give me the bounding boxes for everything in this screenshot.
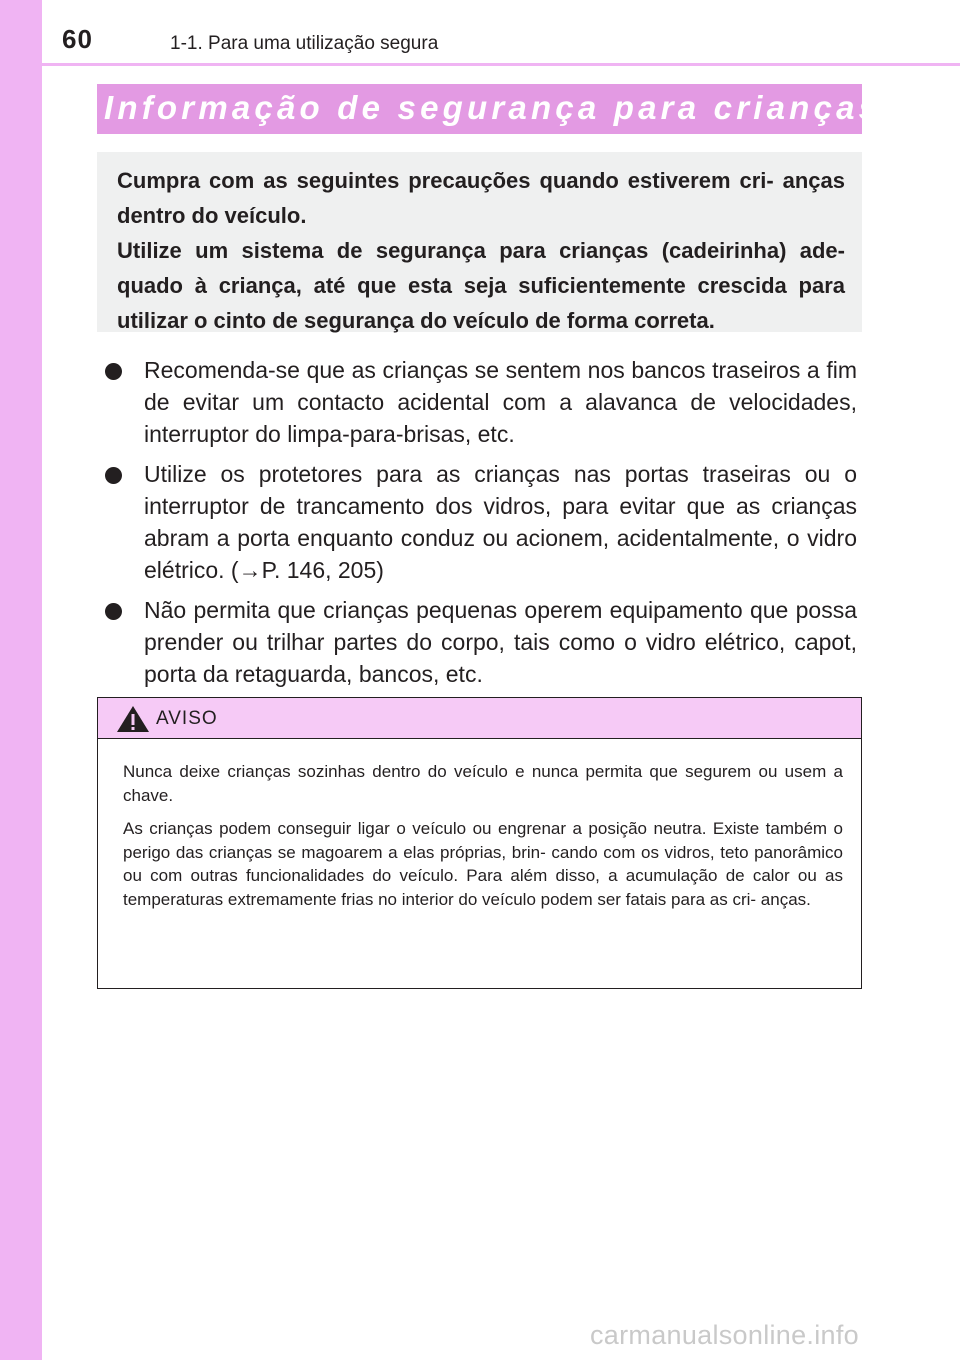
warning-header [98,698,861,739]
bullet-icon [105,363,122,380]
intro-text [117,163,845,338]
bullet-text: Utilize os protetores para as crianças nas portas traseiras ou o interruptor de trancamento dos vidros, para evitar que as crianças abram a porta enquanto conduz ou acionem, acidentalmente, o vidro elétrico. (→P. 146, 205) [144,461,857,583]
bullet-icon [105,603,122,620]
list-item [102,458,857,586]
intro-paragraph-2: Utilize um sistema de segurança para crianças (cadeirinha) ade- quado à criança, até que esta seja suficientemente crescida para utilizar o cinto de segurança do veículo de forma correta. [117,238,845,333]
intro-paragraph-1: Cumpra com as seguintes precauções quando estiverem cri- anças dentro do veículo. [117,168,845,228]
page-number: 60 [62,24,93,54]
header-rule [42,63,960,66]
warning-paragraph-2: As crianças podem conseguir ligar o veículo ou engrenar a posição neutra. Existe também o perigo das crianças se magoarem a elas próprias, brin- cando com os vidros, teto panorâmico ou com outras funcionalidades do veículo. Para além disso, a acumulação de calor ou as temperaturas extremamente frias no interior do veículo podem ser fatais para as cri- anças. [123,819,843,909]
section-path: 1-1. Para uma utilização segura [170,33,439,54]
warning-triangle-icon [116,705,150,733]
watermark: carmanualsonline.info [590,1320,859,1350]
page-title: Informação de segurança para crianças [104,89,882,126]
warning-title: AVISO [156,708,218,729]
list-item [102,594,857,690]
warning-body [98,739,861,911]
warning-box [97,697,862,989]
side-color-band [0,0,42,1360]
list-item [102,354,857,450]
bullet-list [102,354,857,698]
warning-paragraph-1: Nunca deixe crianças sozinhas dentro do veículo e nunca permita que segurem ou usem a chave. [123,762,843,805]
bullet-text: Recomenda-se que as crianças se sentem nos bancos traseiros a fim de evitar um contacto acidental com a alavanca de velocidades, interruptor do limpa-para-brisas, etc. [144,357,857,447]
bullet-text: Não permita que crianças pequenas operem equipamento que possa prender ou trilhar partes do corpo, tais como o vidro elétrico, capot, porta da retaguarda, bancos, etc. [144,597,857,687]
bullet-icon [105,467,122,484]
